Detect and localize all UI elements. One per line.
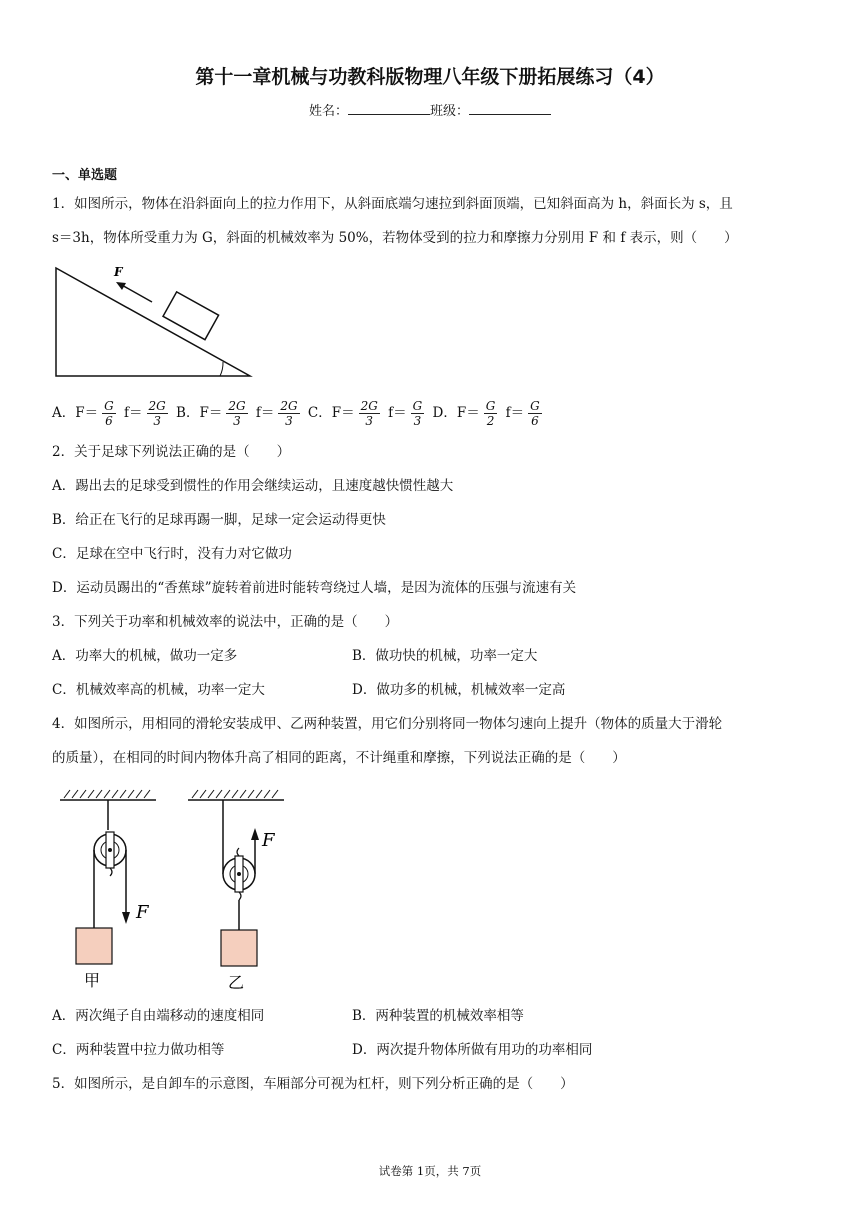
q2-option-b[interactable]: B．给正在飞行的足球再踢一脚，足球一定会运动得更快: [52, 512, 386, 528]
q4-stem-line1: 4．如图所示，用相同的滑轮安装成甲、乙两种装置，用它们分别将同一物体匀速向上提升（物体的质量大于滑轮: [52, 716, 723, 732]
jia-force-label: F: [136, 902, 149, 923]
q1-option-c[interactable]: [307, 399, 433, 428]
movable-pulley-yi: [188, 790, 284, 992]
q1-stem-line2: s＝3h，物体所受重力为 G，斜面的机械效率为 50%，若物体受到的拉力和摩擦力分别用 F 和 f 表示，则（ ）: [52, 230, 738, 246]
q1-option-d[interactable]: [432, 399, 546, 428]
q1-a-f2-label: f＝: [124, 405, 143, 421]
pulley-figure: [52, 786, 302, 996]
class-label: 班级：: [430, 104, 470, 119]
q3-row1: [52, 646, 822, 666]
page-footer: 试卷第 1页，共 7页: [378, 1164, 482, 1178]
q3-option-b[interactable]: B．做功快的机械，功率一定大: [352, 648, 538, 664]
q1-stem-line1: 1．如图所示，物体在沿斜面向上的拉力作用下，从斜面底端匀速拉到斜面顶端，已知斜面高为 h，斜面长为 s，且: [52, 196, 733, 212]
page-title: 第十一章机械与功教科版物理八年级下册拓展练习（4）: [195, 66, 665, 88]
incline-figure: [52, 262, 256, 382]
q2-option-a[interactable]: A．踢出去的足球受到惯性的作用会继续运动，且速度越快惯性越大: [52, 478, 454, 494]
q2-option-d[interactable]: D．运动员踢出的“香蕉球”旋转着前进时能转弯绕过人墙，是因为流体的压强与流速有关: [52, 580, 577, 596]
q1-option-b[interactable]: [176, 399, 308, 428]
q1-options: [52, 394, 822, 432]
q2-stem: 2．关于足球下列说法正确的是（ ）: [52, 444, 291, 460]
q4-row1: [52, 1006, 822, 1026]
q3-stem: 3．下列关于功率和机械效率的说法中，正确的是（ ）: [52, 614, 399, 630]
q1-c-label: C．F＝: [307, 405, 355, 421]
q1-force-label: F: [114, 265, 123, 279]
q1-c-f: $\frac{2G}{3}$: [360, 399, 378, 428]
q1-a-f: $\frac{G}{6}$: [104, 399, 114, 428]
q2-option-c[interactable]: C．足球在空中飞行时，没有力对它做功: [52, 546, 292, 562]
q1-b-f2: $\frac{2G}{3}$: [280, 399, 298, 428]
q1-b-label: B．F＝: [176, 405, 223, 421]
yi-force-label: F: [262, 830, 275, 851]
q1-a-f2: $\frac{2G}{3}$: [148, 399, 166, 428]
q1-d-f2: $\frac{G}{6}$: [530, 399, 540, 428]
name-blank[interactable]: [348, 102, 430, 115]
student-info: [0, 100, 860, 119]
q4-option-b[interactable]: B．两种装置的机械效率相等: [352, 1008, 524, 1024]
q3-option-d[interactable]: D．做功多的机械，机械效率一定高: [352, 682, 566, 698]
q1-a-label: A．F＝: [52, 405, 99, 421]
q4-option-d[interactable]: D．两次提升物体所做有用功的功率相同: [352, 1042, 593, 1058]
q4-stem-line2: 的质量），在相同的时间内物体升高了相同的距离，不计绳重和摩擦，下列说法正确的是（ ）: [52, 750, 626, 766]
q4-option-c[interactable]: C．两种装置中拉力做功相等: [52, 1042, 225, 1058]
q3-option-c[interactable]: C．机械效率高的机械，功率一定大: [52, 682, 265, 698]
q1-b-f: $\frac{2G}{3}$: [228, 399, 246, 428]
q1-c-f2-label: f＝: [388, 405, 407, 421]
q1-d-f2-label: f＝: [505, 405, 525, 421]
q1-d-label: D．F＝: [432, 405, 480, 421]
jia-label: 甲: [84, 971, 101, 990]
q4-row2: [52, 1040, 822, 1060]
class-blank[interactable]: [469, 102, 551, 115]
q1-c-f2: $\frac{G}{3}$: [412, 399, 423, 428]
q1-d-f: $\frac{G}{2}$: [485, 399, 496, 428]
fixed-pulley-jia: [60, 790, 156, 990]
q3-option-a[interactable]: A．功率大的机械，做功一定多: [52, 648, 238, 664]
q5-stem: 5．如图所示，是自卸车的示意图，车厢部分可视为杠杆，则下列分析正确的是（ ）: [52, 1076, 574, 1092]
q4-option-a[interactable]: A．两次绳子自由端移动的速度相同: [52, 1008, 265, 1024]
section-title: 一、单选题: [52, 168, 118, 183]
q1-option-a[interactable]: [52, 399, 176, 428]
q3-row2: [52, 680, 822, 700]
name-label: 姓名：: [308, 104, 348, 119]
q1-b-f2-label: f＝: [255, 405, 275, 421]
yi-label: 乙: [228, 973, 245, 992]
